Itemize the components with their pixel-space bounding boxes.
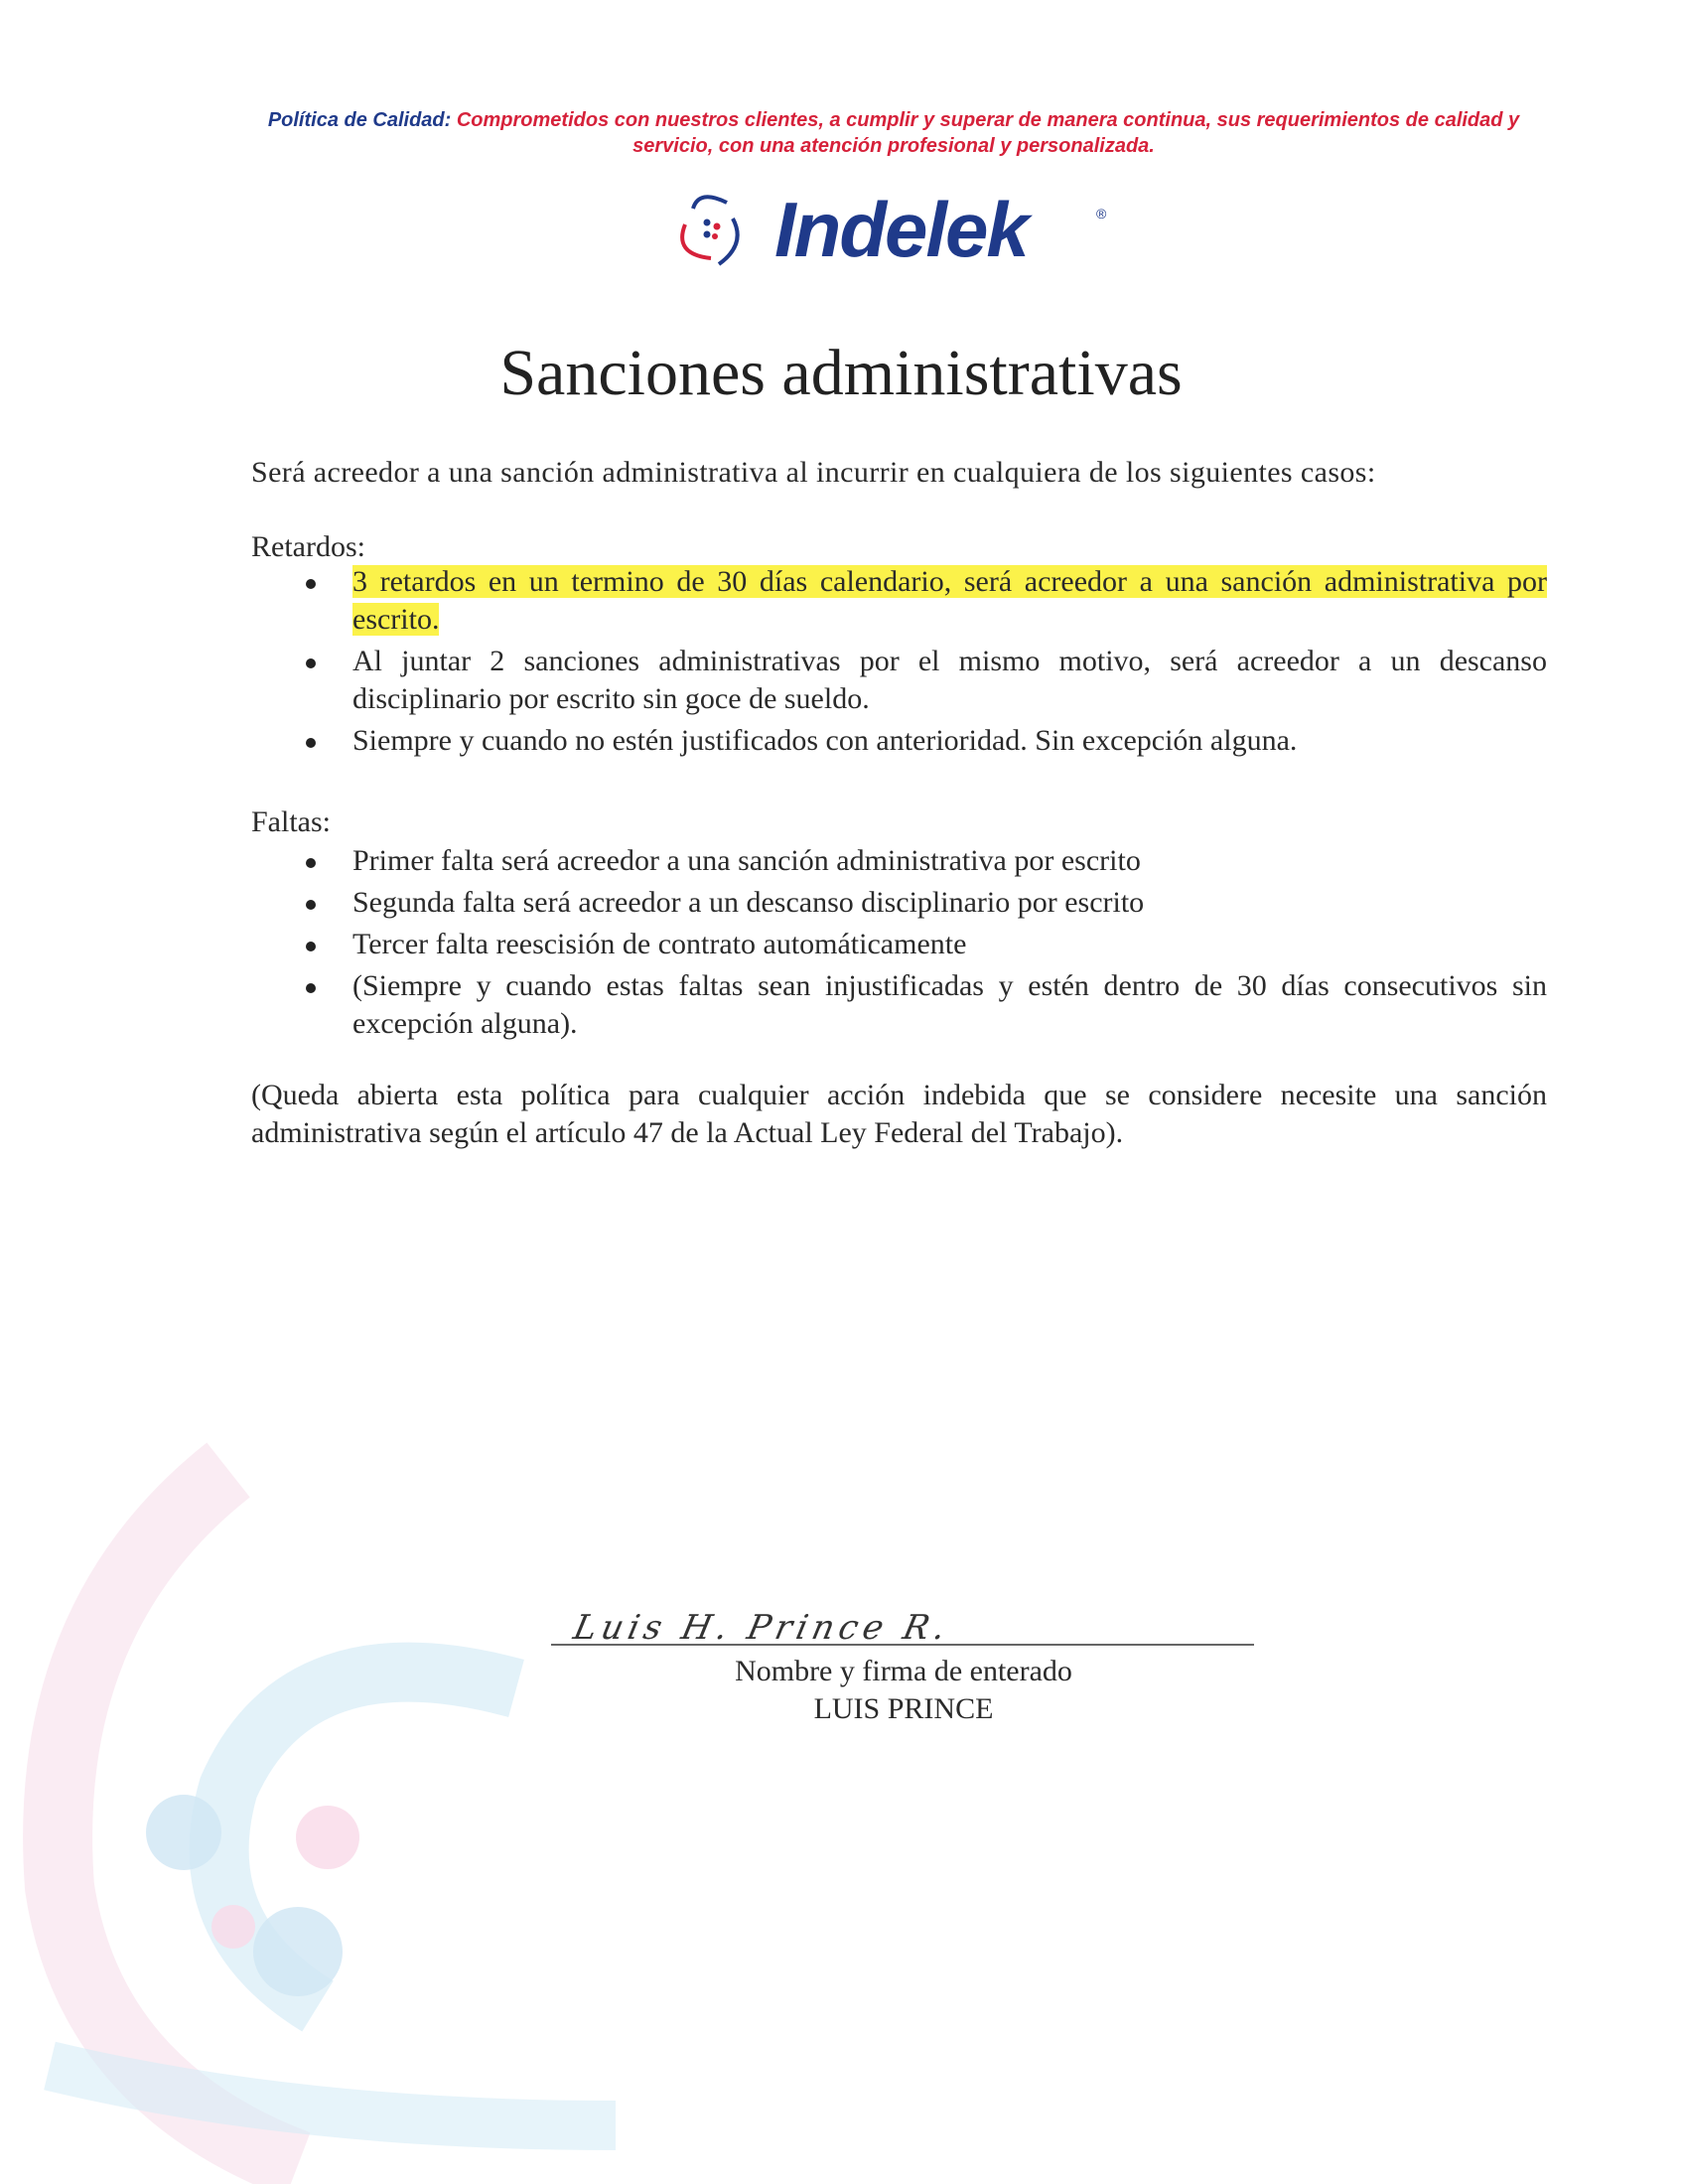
bullet-icon	[306, 983, 316, 993]
retardos-list	[251, 563, 1547, 764]
intro-paragraph: Será acreedor a una sanción administrativa al incurrir en cualquiera de los siguientes casos:	[251, 456, 1376, 489]
page-title: Sanciones administrativas	[499, 337, 1183, 409]
quality-policy-text: Comprometidos con nuestros clientes, a cumplir y superar de manera continua, sus requerimientos de calidad y servicio, con una atención profesional y personalizada.	[456, 109, 1520, 157]
list-item-text: (Siempre y cuando estas faltas sean injustificadas y estén dentro de 30 días consecutivos sin excepción alguna).	[352, 969, 1547, 1040]
bullet-icon	[306, 942, 316, 951]
company-logo	[663, 179, 1120, 278]
quality-policy-label: Política de Calidad:	[267, 109, 452, 131]
bullet-icon	[306, 579, 316, 589]
handwritten-signature: Luis H. Prince R.	[570, 1608, 954, 1648]
signature-label: Nombre y firma de enterado	[735, 1655, 1072, 1687]
list-item	[251, 563, 1547, 639]
list-item	[251, 884, 1547, 922]
bullet-icon	[306, 658, 316, 668]
faltas-label: Faltas:	[251, 805, 331, 838]
faltas-list	[251, 842, 1547, 1047]
logo-registered-mark: ®	[1096, 206, 1107, 221]
logo-wordmark: Indelek	[774, 186, 1028, 273]
logo-swirl-icon	[682, 197, 738, 264]
bullet-icon	[306, 900, 316, 910]
list-item-text: Siempre y cuando no estén justificados con anterioridad. Sin excepción alguna.	[352, 724, 1298, 757]
quality-policy	[238, 107, 1549, 159]
bullet-icon	[306, 738, 316, 748]
list-item	[251, 643, 1547, 718]
retardos-label: Retardos:	[251, 530, 365, 563]
list-item	[251, 926, 1547, 963]
signature-caption	[695, 1653, 1112, 1728]
bullet-icon	[306, 858, 316, 868]
list-item-text: Al juntar 2 sanciones administrativas por el mismo motivo, será acreedor a un descanso disciplinario por escrito sin goce de sueldo.	[352, 645, 1547, 715]
list-item-text: Segunda falta será acreedor a un descanso disciplinario por escrito	[352, 886, 1145, 919]
signer-name: LUIS PRINCE	[813, 1692, 994, 1725]
list-item	[251, 967, 1547, 1043]
signature-block	[551, 1597, 1266, 1659]
closing-paragraph: (Queda abierta esta política para cualquier acción indebida que se considere necesite una sanción administrativa según el artículo 47 de la Actual Ley Federal del Trabajo).	[251, 1079, 1547, 1149]
watermark-logo	[0, 1371, 894, 2184]
list-item-text: Primer falta será acreedor a una sanción administrativa por escrito	[352, 844, 1141, 877]
list-item	[251, 722, 1547, 760]
list-item-text: Tercer falta reescisión de contrato automáticamente	[352, 928, 967, 960]
list-item	[251, 842, 1547, 880]
highlighted-text: 3 retardos en un termino de 30 días calendario, será acreedor a una sanción administrativa por escrito.	[352, 565, 1547, 636]
